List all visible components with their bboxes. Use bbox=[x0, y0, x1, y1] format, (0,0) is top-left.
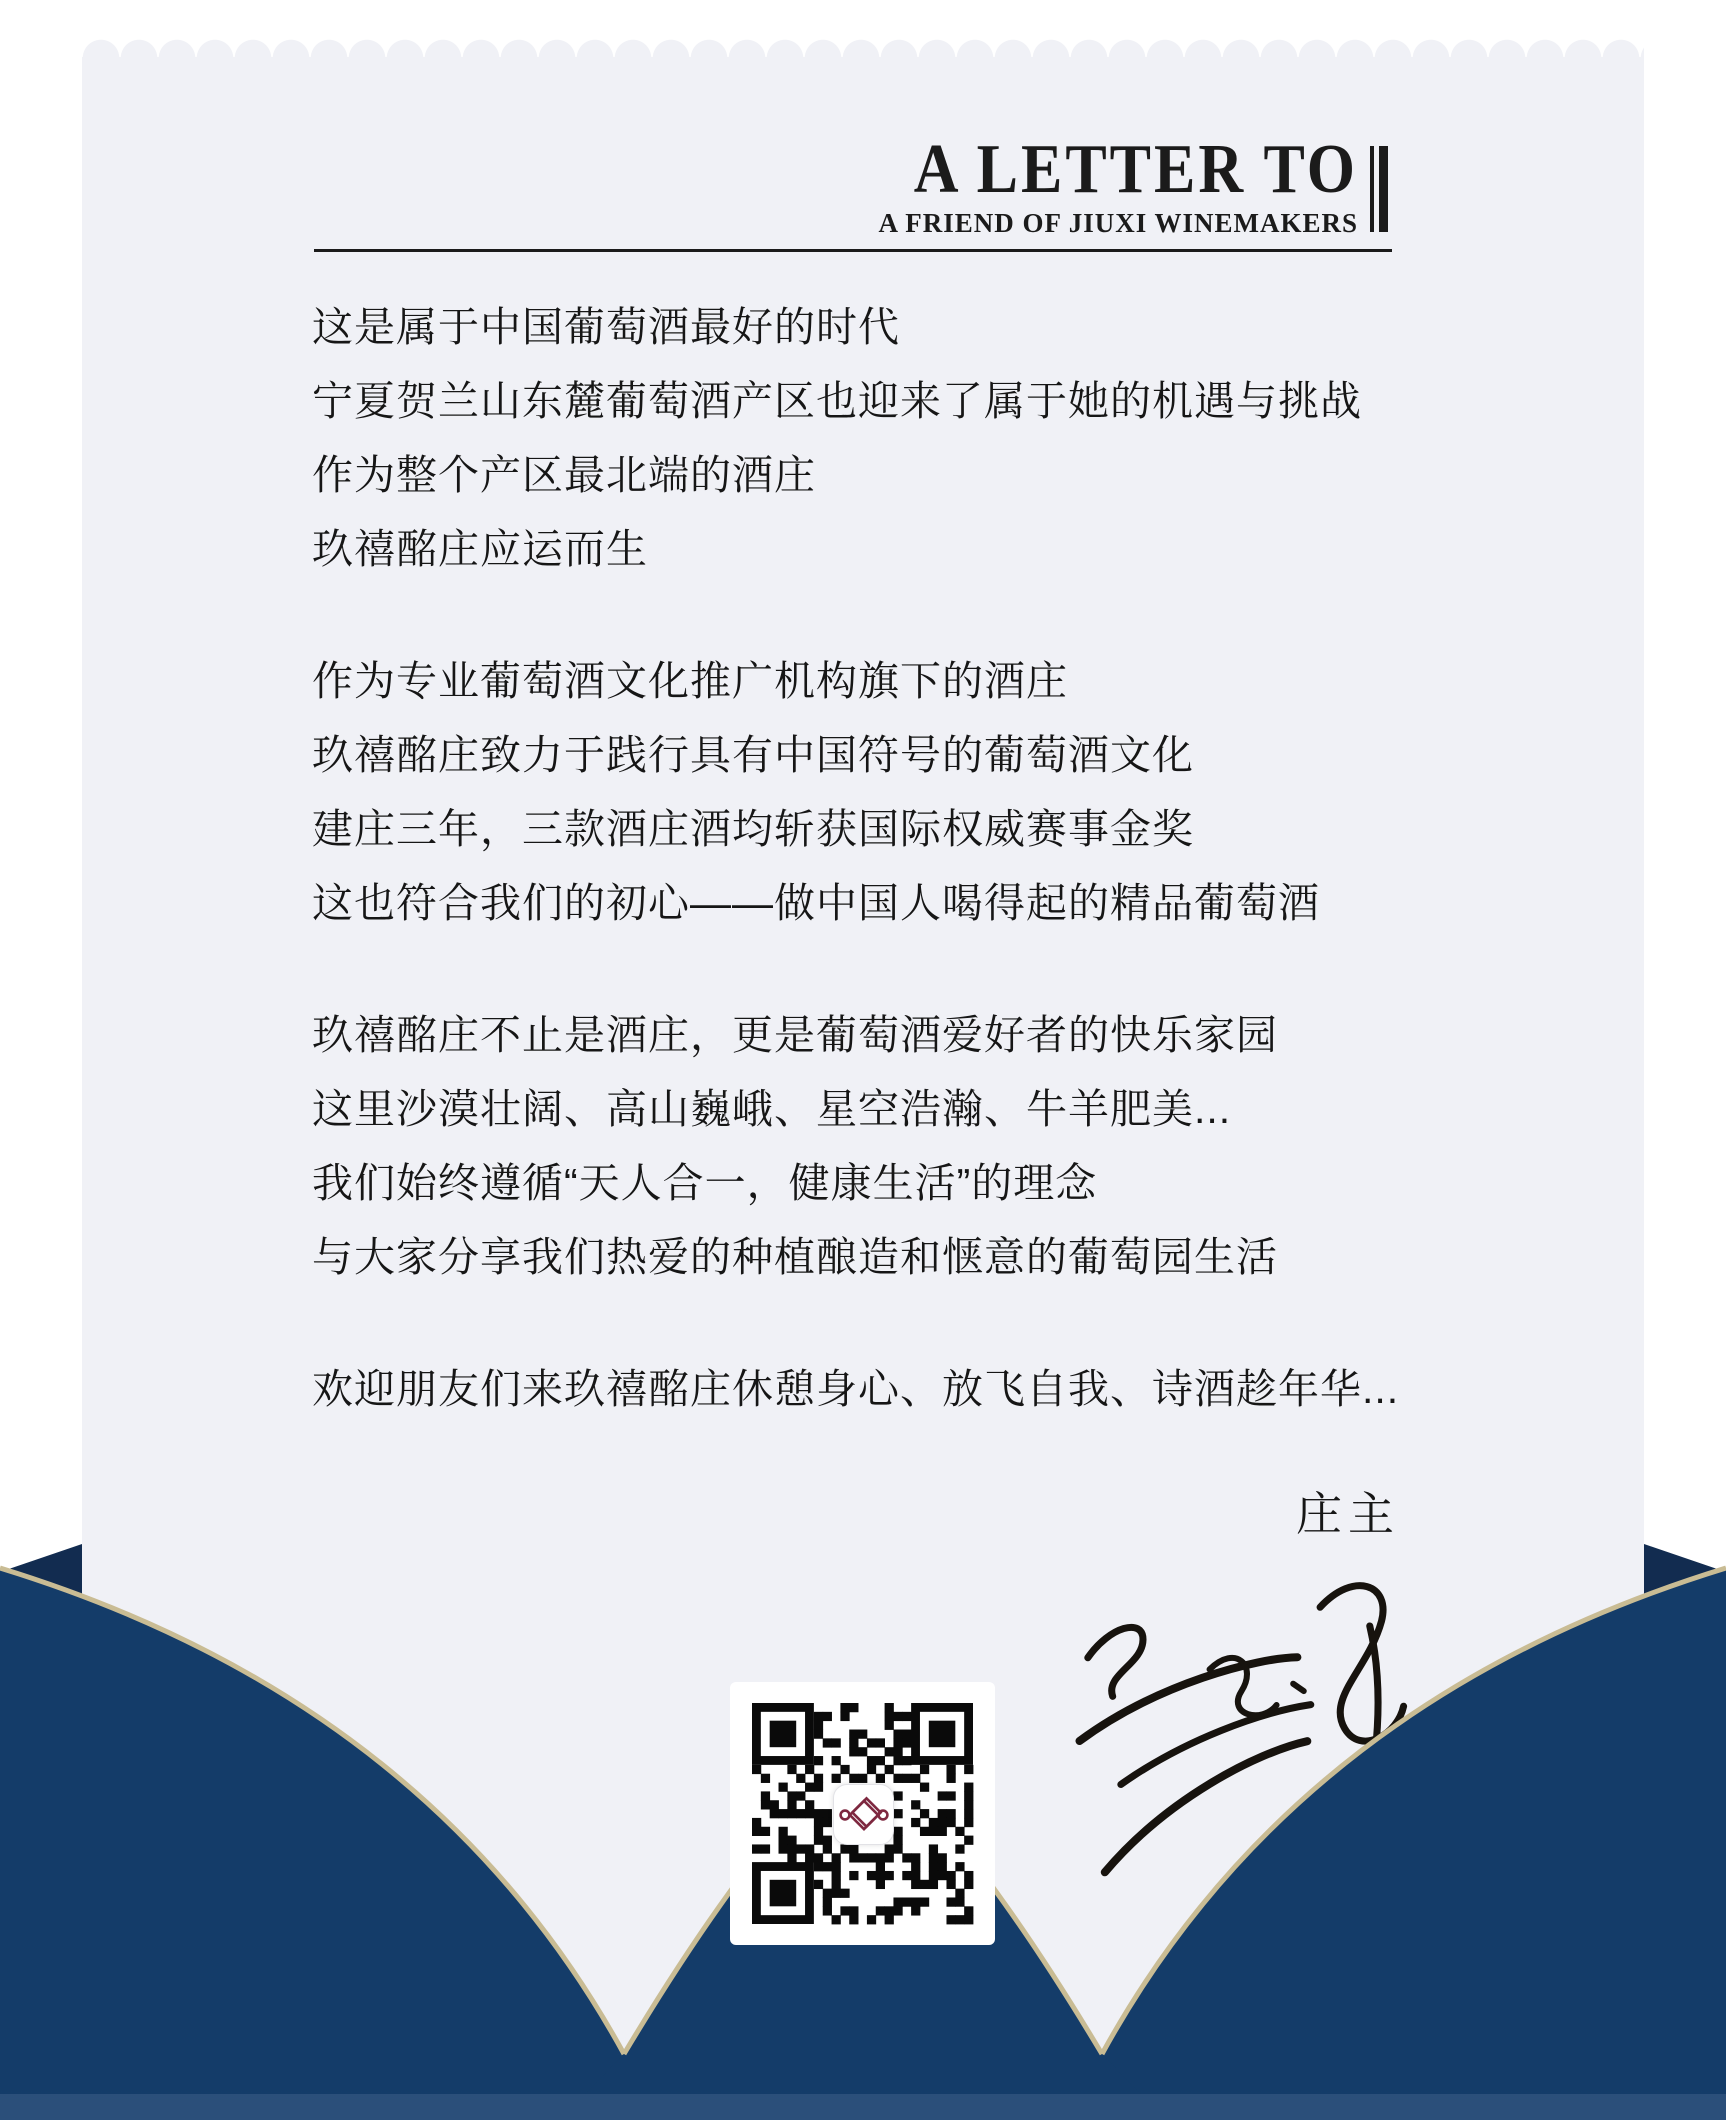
qr-center-logo bbox=[833, 1784, 894, 1845]
diamond-brand-mark-icon bbox=[838, 1789, 890, 1841]
letter-line: 与大家分享我们热爱的种植酿造和惬意的葡萄园生活 bbox=[312, 1234, 1278, 1280]
letter-line: 这也符合我们的初心——做中国人喝得起的精品葡萄酒 bbox=[312, 880, 1320, 926]
envelope-bottom-strip bbox=[0, 2094, 1726, 2120]
letter-line: 这里沙漠壮阔、高山巍峨、星空浩瀚、牛羊肥美... bbox=[312, 1086, 1232, 1132]
letter-line: 玖禧酩庄应运而生 bbox=[312, 526, 648, 572]
letter-line: 作为专业葡萄酒文化推广机构旗下的酒庄 bbox=[312, 658, 1068, 704]
owner-label: 庄主 bbox=[1296, 1488, 1400, 1540]
letter-line: 欢迎朋友们来玖禧酩庄休憩身心、放飞自我、诗酒趁年华... bbox=[312, 1366, 1400, 1412]
letter-line: 玖禧酩庄不止是酒庄，更是葡萄酒爱好者的快乐家园 bbox=[312, 1012, 1278, 1058]
letter-line: 宁夏贺兰山东麓葡萄酒产区也迎来了属于她的机遇与挑战 bbox=[312, 378, 1362, 424]
letter-line: 这是属于中国葡萄酒最好的时代 bbox=[312, 304, 900, 350]
letter-line: 建庄三年，三款酒庄酒均斩获国际权威赛事金奖 bbox=[312, 806, 1194, 852]
qr-code bbox=[730, 1682, 995, 1945]
letter-line: 我们始终遵循“天人合一，健康生活”的理念 bbox=[312, 1160, 1098, 1206]
letter-line: 作为整个产区最北端的酒庄 bbox=[312, 452, 816, 498]
envelope-left-flap bbox=[0, 1568, 624, 2120]
header-title: A LETTER TO bbox=[913, 131, 1358, 208]
letter-line: 玖禧酩庄致力于践行具有中国符号的葡萄酒文化 bbox=[312, 732, 1194, 778]
envelope-right-flap bbox=[1102, 1568, 1726, 2120]
header-subtitle: A FRIEND OF JIUXI WINEMAKERS bbox=[878, 208, 1358, 238]
